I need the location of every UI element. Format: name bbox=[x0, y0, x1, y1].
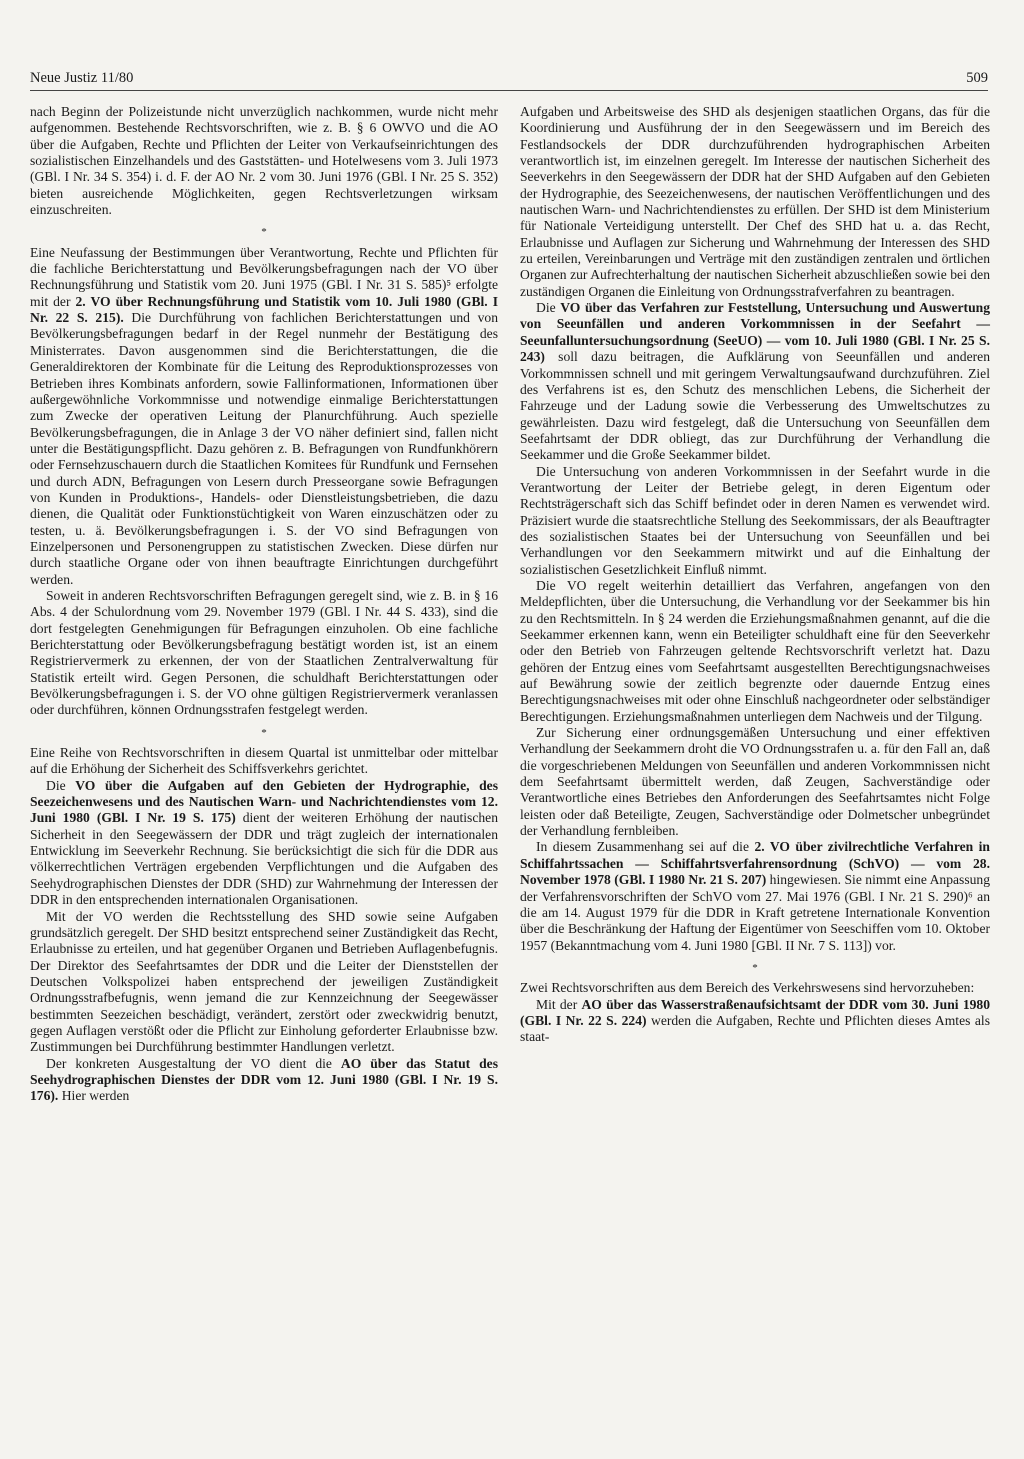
paragraph: Eine Reihe von Rechtsvorschriften in diesem Quartal ist unmittelbar oder mittelbar auf die Erhöhung der Sicherheit des Schiffsverkehrs gerichtet. bbox=[30, 745, 498, 777]
paragraph: Soweit in anderen Rechtsvorschriften Befragungen geregelt sind, wie z. B. in § 16 Abs. 4 der Schulordnung vom 29. November 1979 (GBl. I Nr. 44 S. 433), sind die dort festgelegten Genehmigungen für Befragungen einzuholen. Ob eine fachliche Berichterstattung oder Bevölkerungsbefragung bestätigt worden ist, ist an einem Registriervermerk zu erkennen, der von der Staatlichen Zentralverwaltung für Statistik erteilt wird. Gegen Personen, die schuldhaft Berichterstattungen oder Bevölkerungsbefragungen i. S. der VO ohne gültigen Registriervermerk veranlassen oder durchführen, können Ordnungsstrafen festgelegt werden. bbox=[30, 587, 498, 718]
left-column bbox=[30, 104, 498, 1105]
paragraph: Die VO regelt weiterhin detailliert das Verfahren, angefangen von den Meldepflichten, über die Untersuchung, die Verhandlung vor der Seekammer bis hin zu den Rechtsmitteln. In § 24 werden die Erziehungsmaßnahmen genannt, auf die die Seekammer erkennen kann, wenn ein Beteiligter schuldhaft eine für den Seeverkehr oder den Betrieb von Fahrzeugen geltende Rechtsvorschrift verletzt hat. Dazu gehören der Entzug eines vom Seefahrtsamt ausgestellten Berechtigungsnachweises auf Bewährung sowie der zeitlich begrenzte oder dauernde Entzug eines Berechtigungsnachweises mit oder ohne Einschluß nachgeordneter oder selbständiger Berechtigungen. Erziehungsmaßnahmen unterliegen dem Nachweis und der Tilgung. bbox=[520, 577, 990, 724]
paragraph: In diesem Zusammenhang sei auf die 2. VO über zivilrechtliche Verfahren in Schiffahrtssachen — Schiffahrtsverfahrensordnung (SchVO) — vom 28. November 1978 (GBl. I 1980 Nr. 21 S. 207) hingewiesen. Sie nimmt eine Anpassung der Verfahrensvorschriften der SchVO vom 27. Mai 1976 (GBl. I Nr. 21 S. 290)⁶ an die am 14. August 1979 für die DDR in Kraft getretene Internationale Konvention über die Beschränkung der Haftung der Eigentümer von Seeschiffen vom 10. Oktober 1957 (Bekanntmachung vom 4. Juni 1980 [GBl. II Nr. 7 S. 113]) vor. bbox=[520, 839, 991, 953]
paragraph: Aufgaben und Arbeitsweise des SHD als desjenigen staatlichen Organs, das für die Koordinierung und Ausführung der in den Seegewässern und im Bereich des Festlandsockels der DDR durchzuführenden hydrographischen Arbeiten verantwortlich ist, im einzelnen geregelt. Im Interesse der nautischen Sicherheit des Seeverkehrs in den Seegewässern der DDR hat der SHD Aufgaben auf den Gebieten der Hydrographie, des Seezeichenwesens, der nautischen Veröffentlichungen und des nautischen Warn- und Nachrichtendienstes zu erfüllen. Der SHD ist dem Ministerium für Nationale Verteidigung unterstellt. Der Chef des SHD hat u. a. das Recht, Erlaubnisse und Auflagen zur Sicherung und Wahrnehmung der Interessen des SHD zu erteilen, Vereinbarungen und Verträge mit den zuständigen zentralen und örtlichen Organen zur Aufrechterhaltung der nautischen Sicherheit abzuschließen sowie bei den zuständigen Organen die Einleitung von Ordnungsstrafverfahren zu beantragen. bbox=[520, 104, 990, 299]
regulation-title: VO über das Verfahren zur Feststellung, Untersuchung und Auswertung von Seeunfällen und anderen Vorkommnissen in der Seefahrt — Seeunfalluntersuchungsordnung (SeeUO) — vom 10. Juli 1980 (GBl. I Nr. 25 S. 243) bbox=[520, 300, 990, 365]
paragraph: Zwei Rechtsvorschriften aus dem Bereich des Verkehrswesens sind hervorzuheben: bbox=[520, 980, 975, 996]
regulation-title: 2. VO über Rechnungsführung und Statistik vom 10. Juli 1980 (GBl. I Nr. 22 S. 215). bbox=[30, 293, 498, 326]
running-header bbox=[30, 70, 988, 91]
paragraph: Der konkreten Ausgestaltung der VO dient die AO über das Statut des Seehydrographischen Dienstes der DDR vom 12. Juni 1980 (GBl. I Nr. 19 S. 176). Hier werden bbox=[30, 1055, 498, 1104]
section-separator: * bbox=[261, 726, 267, 739]
section-separator: * bbox=[752, 961, 758, 974]
regulation-title: AO über das Wasserstraßenaufsichtsamt der DDR vom 30. Juni 1980 (GBl. I Nr. 22 S. 224) bbox=[520, 996, 991, 1028]
right-column bbox=[520, 104, 990, 1046]
section-separator: * bbox=[261, 226, 267, 239]
regulation-title: 2. VO über zivilrechtliche Verfahren in Schiffahrtssachen — Schiffahrtsverfahrensordnung (SchVO) — vom 28. November 1978 (GBl. I 1980 Nr. 21 S. 207) bbox=[520, 839, 990, 888]
paragraph: Die VO über die Aufgaben auf den Gebieten der Hydrographie, des Seezeichenwesens und des Nautischen Warn- und Nachrichtendienstes vom 12. Juni 1980 (GBl. I Nr. 19 S. 175) dient der weiteren Erhöhung der nautischen Sicherheit in den Seegewässern der DDR und trägt zugleich der internationalen Entwicklung im Seeverkehr Rechnung. Sie berücksichtigt die sich für die DDR aus völkerrechtlichen Verträgen ergebenden Verpflichtungen und die Aufgaben des Seehydrographischen Dienstes der DDR (SHD) zur Wahrnehmung der Interessen der DDR in den entsprechenden internationalen Organisationen. bbox=[30, 777, 499, 908]
paragraph: nach Beginn der Polizeistunde nicht unverzüglich nachkommen, wurde nicht mehr aufgenommen. Bestehende Rechtsvorschriften, wie z. B. § 6 OWVO und die AO über die Aufgaben, Rechte und Pflichten der Leiter von Verkaufseinrichtungen des sozialistischen Einzelhandels und des Gaststätten- und Hotelwesens vom 3. Juli 1973 (GBl. I Nr. 34 S. 354) i. d. F. der AO Nr. 2 vom 30. Juni 1976 (GBl. I Nr. 25 S. 352) bieten ausreichende Möglichkeiten, gegen Rechtsverletzungen wirksam einzuschreiten. bbox=[30, 104, 498, 218]
regulation-title: VO über die Aufgaben auf den Gebieten der Hydrographie, des Seezeichenwesens und des Nautischen Warn- und Nachrichtendienstes vom 12. Juni 1980 (GBl. I Nr. 19 S. 175) bbox=[30, 777, 498, 826]
regulation-title: AO über das Statut des Seehydrographischen Dienstes der DDR vom 12. Juni 1980 (GBl. I Nr. 19 S. 176). bbox=[30, 1055, 498, 1104]
paragraph: Die VO über das Verfahren zur Feststellung, Untersuchung und Auswertung von Seeunfällen und anderen Vorkommnissen in der Seefahrt — Seeunfalluntersuchungsordnung (SeeUO) — vom 10. Juli 1980 (GBl. I Nr. 25 S. 243) soll dazu beitragen, die Aufklärung von Seeunfällen und anderen Vorkommnissen schnell und mit geringem Verwaltungsaufwand durchzuführen. Ziel des Verfahrens ist es, den Schutz des menschlichen Lebens, die Sicherheit der Fahrzeuge und der Ladung sowie die Verbesserung des Umweltschutzes zu gewährleisten. Dazu wird festgelegt, daß die Untersuchung von Seeunfällen dem Seefahrtsamt der DDR obliegt, das zur Durchführung der Verhandlung die Seekammer und die Große Seekammer bildet. bbox=[520, 300, 990, 463]
paragraph: Zur Sicherung einer ordnungsgemäßen Untersuchung und einer effektiven Verhandlung der Seekammern droht die VO Ordnungsstrafen u. a. für den Fall an, daß die vorgeschriebenen Meldungen von Seeunfällen und anderen Vorkommnissen nicht dem Seefahrtsamt übermittelt werden, daß Zeugen, Sachverständige oder Verantwortliche eines Betriebes den Anforderungen des Seefahrtsamtes nicht Folge leisten oder daß Beteiligte, Zeugen, Sachverständige oder Dolmetscher unbegründet der Verhandlung fernbleiben. bbox=[520, 725, 990, 839]
paragraph: Mit der AO über das Wasserstraßenaufsichtsamt der DDR vom 30. Juni 1980 (GBl. I Nr. 22 S. 224) werden die Aufgaben, Rechte und Pflichten dieses Amtes als staat- bbox=[520, 996, 991, 1045]
paragraph: Mit der VO werden die Rechtsstellung des SHD sowie seine Aufgaben grundsätzlich geregelt. Der SHD besitzt entsprechend seiner Zuständigkeit das Recht, Erlaubnisse zu erteilen, und hat gegenüber Organen und Betrieben Auflagenbefugnis. Der Direktor des Seefahrtsamtes der DDR und die Leiter der Dienststellen der Deutschen Volkspolizei haben entsprechend der jeweiligen Zuständigkeit Ordnungsstrafbefugnis, wenn jemand die zur Kennzeichnung der Seegewässer bestimmten Seezeichen beschädigt, verändert, zerstört oder zweckwidrig benutzt, gegen Auflagen verstößt oder die Pflicht zur Einholung geforderter Erlaubnisse bzw. Zustimmungen bei Durchführung bestimmter Handlungen verletzt. bbox=[30, 908, 498, 1055]
paragraph: Die Untersuchung von anderen Vorkommnissen in der Seefahrt wurde in die Verantwortung der Leiter der Betriebe gelegt, in deren Eigentum oder Rechtsträgerschaft sich das Schiff befindet oder in deren Namen es verwendet wird. Präzisiert wurde die staatsrechtliche Stellung des Seekommissars, der als Beauftragter des sozialistischen Staates bei der Untersuchung von Seeunfällen und bei Verhandlungen vor den Seekammern mitwirkt und auf die Einhaltung der sozialistischen Gesetzlichkeit Einfluß nimmt. bbox=[520, 463, 990, 577]
page-number: 509 bbox=[966, 70, 988, 86]
paragraph: Eine Neufassung der Bestimmungen über Verantwortung, Rechte und Pflichten für die fachliche Berichterstattung und Bevölkerungsbefragungen nach der VO über Rechnungsführung und Statistik vom 20. Juni 1975 (GBl. I Nr. 31 S. 585)⁵ erfolgte mit der 2. VO über Rechnungsführung und Statistik vom 10. Juli 1980 (GBl. I Nr. 22 S. 215). Die Durchführung von fachlichen Berichterstattungen und von Bevölkerungsbefragungen bedarf in der Regel nunmehr der Bestätigung des Ministerrates. Davon ausgenommen sind die Berichterstattungen, die die Generaldirektoren der Kombinate für die Leitung des Reproduktionsprozesses von Betrieben ihres Kombinats anfordern, sowie Fallinformationen, Informationen über außergewöhnliche Vorkommnisse und notwendige einmalige Berichterstattungen zum Zwecke der operativen Leitung der Planurchführung. Auch spezielle Bevölkerungsbefragungen, die in Anlage 3 der VO näher definiert sind, fallen nicht unter die Bestätigungspflicht. Dazu gehören z. B. Befragungen von Rundfunkhörern oder Fernsehzuschauern durch die Staatlichen Komitees für Rundfunk und Fernsehen und durch ADN, Befragungen von Lesern durch Presseorgane sowie Befragungen von Kunden in Produktions-, Handels- oder Dienstleistungsbetrieben, die dazu dienen, die Qualität oder Funktionstüchtigkeit von Waren einzuschätzen oder zu testen, u. ä. Bevölkerungsbefragungen i. S. der VO sind Befragungen von Einzelpersonen und Personengruppen zu statistischen Zwecken. Diese dürfen nur durch staatliche Organe oder von ihnen beauftragte Einrichtungen durchgeführt werden. bbox=[30, 244, 498, 587]
journal-title: Neue Justiz 11/80 bbox=[30, 70, 134, 86]
